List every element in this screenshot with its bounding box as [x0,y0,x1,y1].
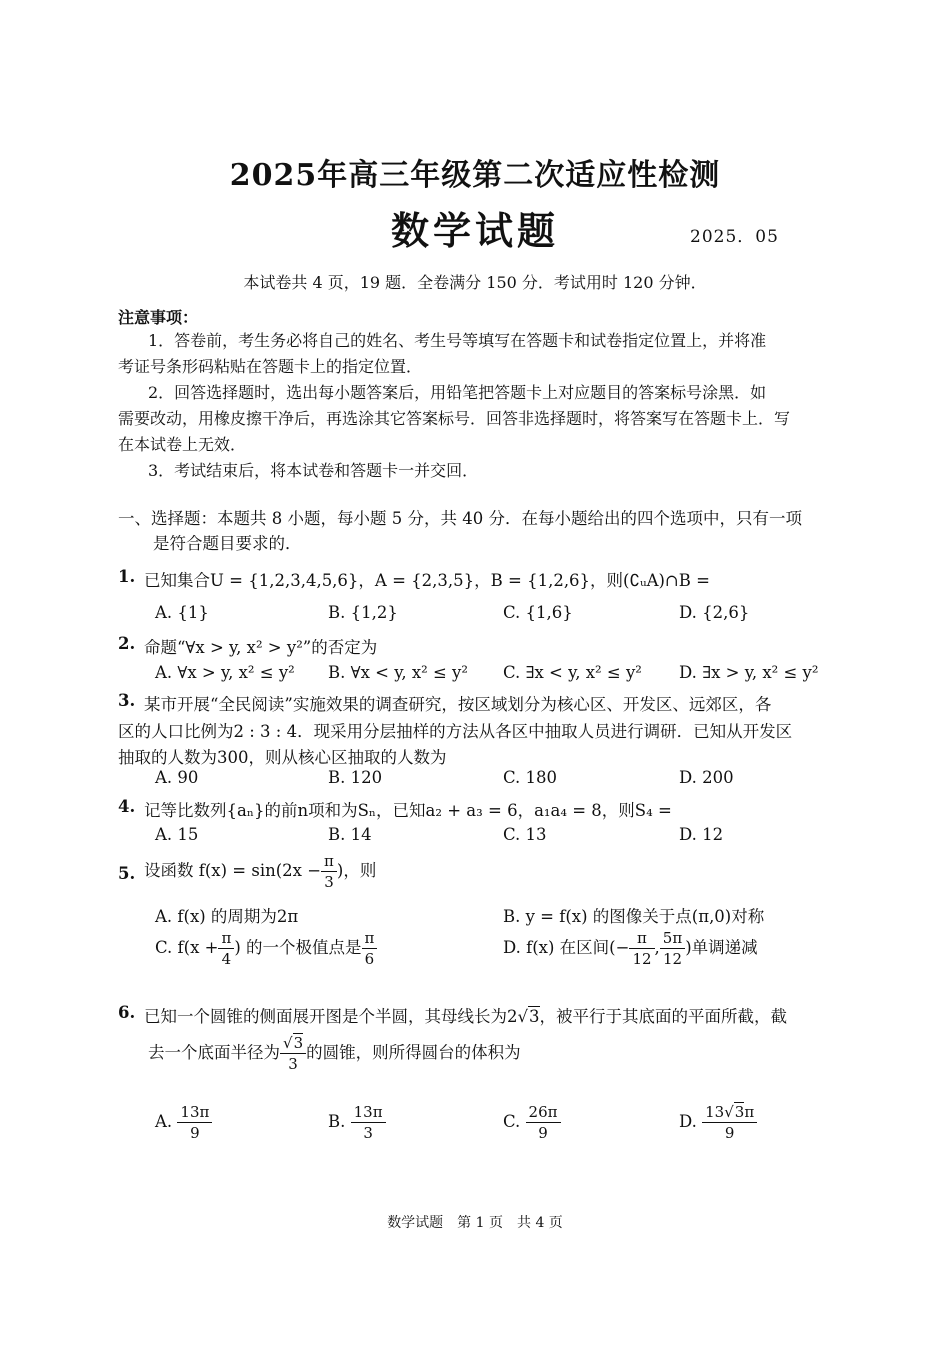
q5-option-a: A. f(x) 的周期为2π [155,907,299,926]
q5-option-c-frac1 [218,928,234,969]
q6-option-d [679,1102,757,1143]
q6-line-1 [144,1003,787,1027]
q1-stem: 已知集合U = {1,2,3,4,5,6}，A = {2,3,5}，B = {1,2,6}，则(∁ᵤA)∩B = [144,571,710,590]
q5-option-c [155,928,377,969]
q6-option-d-num-coef: 13 [705,1103,725,1121]
q5-option-c-frac1-num: π [218,928,234,949]
q5-option-d-frac2 [660,928,685,969]
q5-option-d-frac2-num: 5π [660,928,685,949]
q5-option-d-start: D. f(x) 在区间(− [503,938,630,957]
q5-stem-frac-den: 3 [324,873,334,891]
q6-option-a-label: A. [155,1112,173,1131]
q5-stem-start: 设函数 f(x) = sin(2x − [144,861,322,880]
q1-number: 1. [118,567,136,586]
q5-option-d-end: )单调递减 [685,938,758,957]
q1-option-a: A. {1} [155,603,209,622]
q5-option-d-frac1-num: π [629,928,654,949]
q6-line-2-frac-sqrt: 3 [293,1034,304,1052]
sqrt-icon: √ [517,1007,529,1026]
q4-option-d: D. 12 [679,825,724,844]
q3-line-2: 区的人口比例为2 : 3 : 4．现采用分层抽样的方法从各区中抽取人员进行调研．已知从开发区 [118,722,793,741]
section-heading-line-1: 一、选择题：本题共 8 小题，每小题 5 分，共 40 分．在每小题给出的四个选项中，只有一项 [118,509,802,528]
q2-number: 2. [118,634,136,653]
q5-option-d [503,928,758,969]
q6-option-a [155,1102,212,1143]
q6-option-b-label: B. [328,1112,346,1131]
q6-option-d-num-sqrt: 3 [734,1103,745,1121]
q5-option-d-frac2-den: 12 [662,950,683,968]
q2-option-c: C. ∃x < y, x² ≤ y² [503,663,642,682]
q5-option-b: B. y = f(x) 的图像关于点(π,0)对称 [503,907,765,926]
q6-option-c [503,1102,561,1143]
q6-option-b-frac [351,1102,386,1143]
q2-option-b: B. ∀x < y, x² ≤ y² [328,663,468,682]
q6-line-2-end: 的圆锥，则所得圆台的体积为 [306,1043,521,1062]
q4-option-a: A. 15 [155,825,199,844]
q3-option-d: D. 200 [679,768,734,787]
notice-item-1-line-1: 1．答卷前，考生务必将自己的姓名、考生号等填写在答题卡和试卷指定位置上，并将准 [148,331,767,350]
q6-line-2-frac-den: 3 [288,1055,298,1073]
q6-option-a-frac [177,1102,212,1143]
q6-line-2-frac-num [280,1033,306,1054]
q4-option-b: B. 14 [328,825,372,844]
q3-number: 3. [118,691,136,710]
exam-title: 2025年高三年级第二次适应性检测 [229,158,721,193]
q2-stem: 命题“∀x > y, x² > y²”的否定为 [144,638,378,657]
q5-stem-fraction [321,851,337,892]
q6-option-d-label: D. [679,1112,697,1131]
section-heading-line-2: 是符合题目要求的． [153,534,302,553]
q6-option-c-frac [526,1102,561,1143]
q5-option-d-frac1 [629,928,654,969]
q6-line-2-start: 去一个底面半径为 [148,1043,280,1062]
exam-date: 2025．05 [690,227,779,247]
page-footer: 数学试题 第 1 页 共 4 页 [387,1215,563,1231]
notice-item-1-line-2: 考证号条形码粘贴在答题卡上的指定位置． [118,357,423,376]
q5-option-c-start: C. f(x + [155,938,219,957]
q6-option-b-num: 13π [351,1102,386,1123]
notice-title: 注意事项： [118,308,199,327]
q6-option-b [328,1102,386,1143]
q4-option-c: C. 13 [503,825,547,844]
q3-line-3: 抽取的人数为300，则从核心区抽取的人数为 [118,748,447,767]
q3-line-1: 某市开展“全民阅读”实施效果的调查研究，按区域划分为核心区、开发区、远郊区，各 [144,695,772,714]
q1-option-c: C. {1,6} [503,603,573,622]
q5-option-d-comma: , [654,938,660,957]
q5-option-c-frac1-den: 4 [221,950,232,968]
q6-option-c-den: 9 [538,1124,548,1142]
q6-line-1-start: 已知一个圆锥的侧面展开图是个半圆，其母线长为2 [144,1007,518,1026]
q5-option-c-frac2 [362,928,378,969]
sqrt-icon: √ [724,1103,734,1121]
q1-option-d: D. {2,6} [679,603,750,622]
notice-item-2-line-2: 需要改动，用橡皮擦干净后，再选涂其它答案标号．回答非选择题时，将答案写在答题卡上．写 [118,409,791,428]
sqrt-icon: √ [283,1034,293,1052]
q5-stem-end: )，则 [336,861,377,880]
q6-option-d-frac [702,1102,757,1143]
notice-item-2-line-3: 在本试卷上无效． [118,435,247,454]
q6-option-d-num-pi: π [744,1103,755,1121]
q6-option-b-den: 3 [363,1124,373,1142]
q3-option-b: B. 120 [328,768,383,787]
q6-option-d-num [702,1102,757,1123]
notice-item-2-line-1: 2．回答选择题时，选出每小题答案后，用铅笔把答题卡上对应题目的答案标号涂黑．如 [148,383,767,402]
q6-option-c-num: 26π [526,1102,561,1123]
q6-line-1-end: ，被平行于其底面的平面所截，截 [539,1007,788,1026]
q6-number: 6. [118,1003,136,1022]
exam-intro: 本试卷共 4 页，19 题．全卷满分 150 分．考试用时 120 分钟． [243,273,707,292]
q5-option-c-frac2-num: π [362,928,378,949]
q5-stem [144,851,376,892]
q6-line-2-frac [280,1033,306,1074]
q5-option-d-frac1-den: 12 [632,950,652,968]
q5-number: 5. [118,864,136,883]
q4-stem: 记等比数列{aₙ}的前n项和为Sₙ，已知a₂ + a₃ = 6，a₁a₄ = 8，则S₄ = [144,801,672,820]
q1-option-b: B. {1,2} [328,603,398,622]
q2-option-a: A. ∀x > y, x² ≤ y² [155,663,295,682]
q5-option-c-mid: ) 的一个极值点是 [234,938,362,957]
subject-title: 数学试题 [390,208,559,253]
q6-option-c-label: C. [503,1112,521,1131]
q6-option-d-den: 9 [724,1124,735,1142]
q4-number: 4. [118,797,136,816]
q6-option-a-den: 9 [190,1124,200,1142]
notice-item-3: 3．考试结束后，将本试卷和答题卡一并交回． [148,461,479,480]
q6-option-a-num: 13π [177,1102,212,1123]
q5-option-c-frac2-den: 6 [364,950,375,968]
q2-option-d: D. ∃x > y, x² ≤ y² [679,663,819,682]
q5-stem-frac-num: π [321,851,337,872]
q3-option-a: A. 90 [155,768,199,787]
q6-line-1-sqrt: 3 [529,1007,540,1026]
q6-line-2 [148,1033,521,1074]
q3-option-c: C. 180 [503,768,558,787]
